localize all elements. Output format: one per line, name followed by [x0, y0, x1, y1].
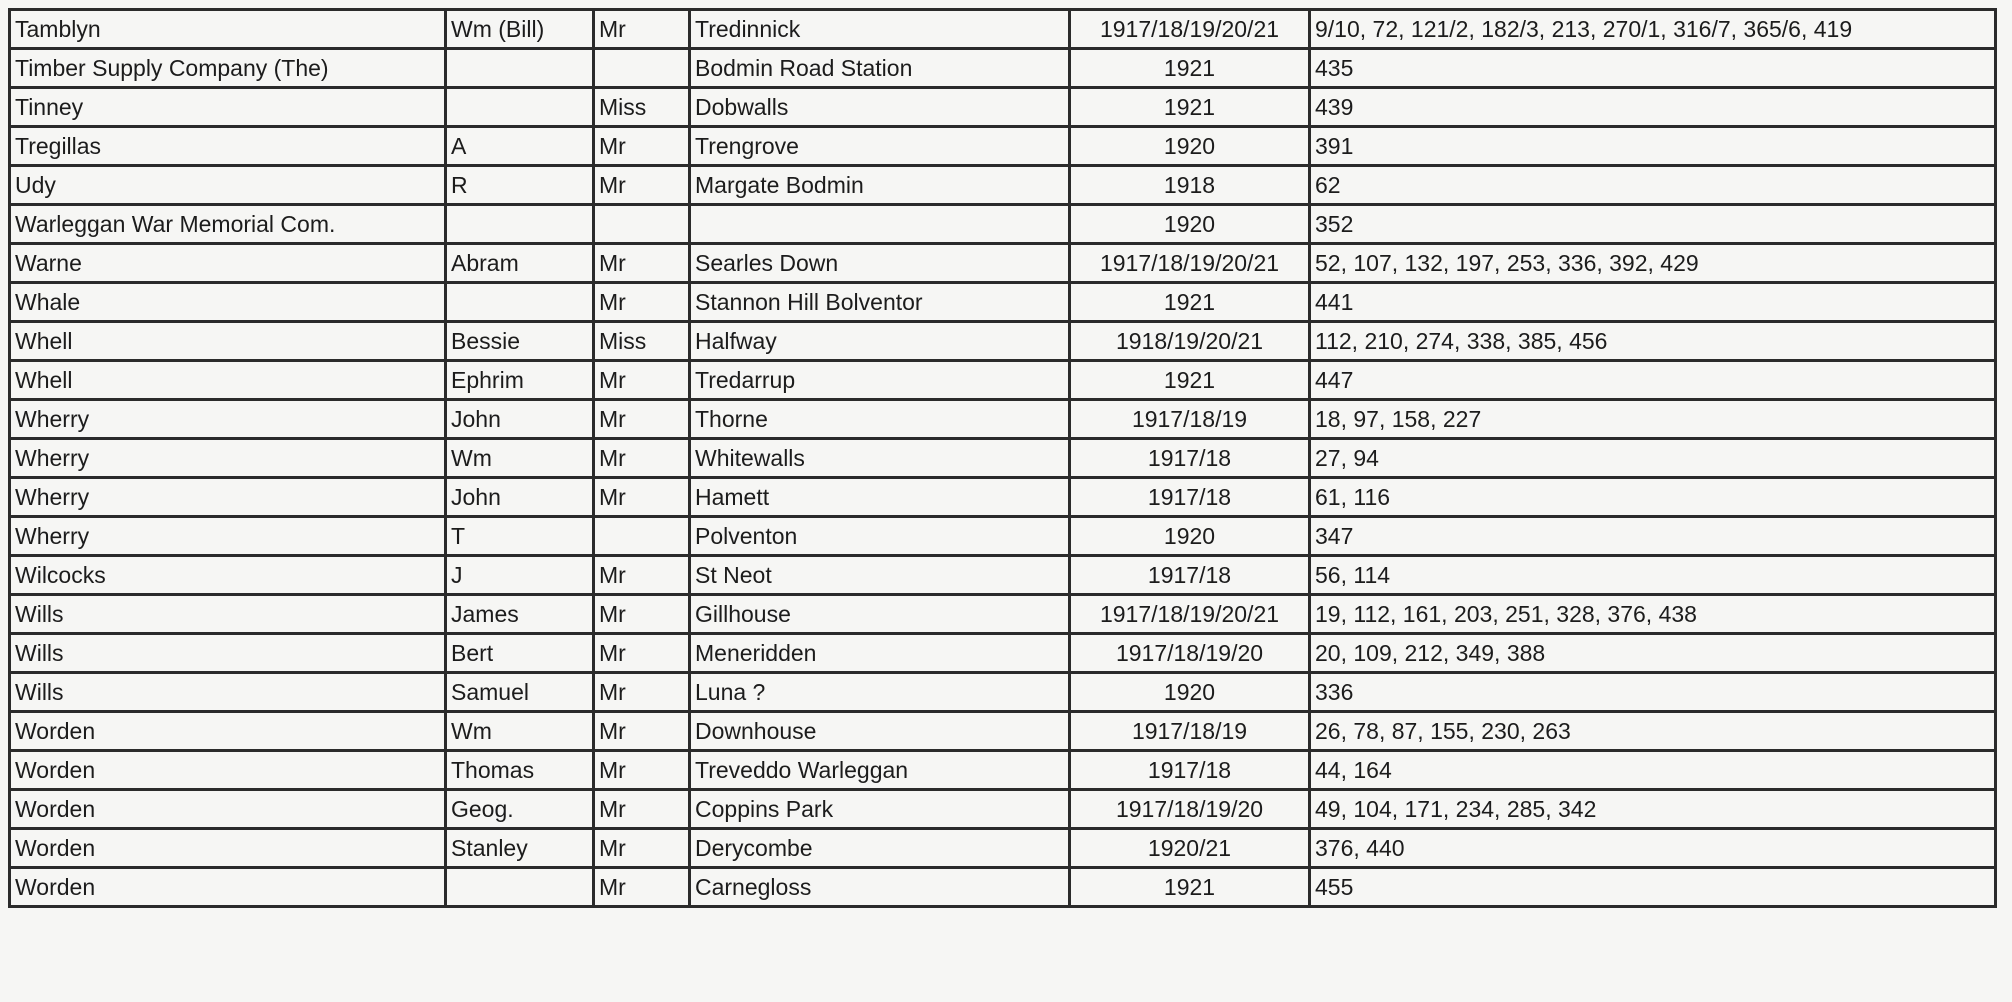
register-body	[10, 10, 1996, 907]
surname-cell: Worden	[10, 868, 446, 907]
surname-cell: Tamblyn	[10, 10, 446, 49]
table-row	[10, 244, 1996, 283]
address-cell: Whitewalls	[690, 439, 1070, 478]
title-cell	[594, 49, 690, 88]
pages-cell: 441	[1310, 283, 1996, 322]
surname-cell: Udy	[10, 166, 446, 205]
pages-cell: 439	[1310, 88, 1996, 127]
pages-cell: 347	[1310, 517, 1996, 556]
surname-cell: Wherry	[10, 400, 446, 439]
title-cell: Mr	[594, 673, 690, 712]
address-cell: Coppins Park	[690, 790, 1070, 829]
title-cell: Mr	[594, 439, 690, 478]
years-cell: 1917/18/19/20	[1070, 790, 1310, 829]
forename-cell: R	[446, 166, 594, 205]
years-cell: 1921	[1070, 49, 1310, 88]
surname-cell: Wherry	[10, 439, 446, 478]
forename-cell: Thomas	[446, 751, 594, 790]
address-cell: Trengrove	[690, 127, 1070, 166]
table-row	[10, 322, 1996, 361]
table-row	[10, 556, 1996, 595]
surname-cell: Warleggan War Memorial Com.	[10, 205, 446, 244]
forename-cell: Abram	[446, 244, 594, 283]
surname-cell: Tinney	[10, 88, 446, 127]
forename-cell	[446, 88, 594, 127]
title-cell	[594, 205, 690, 244]
address-cell: Bodmin Road Station	[690, 49, 1070, 88]
surname-cell: Worden	[10, 751, 446, 790]
table-row	[10, 790, 1996, 829]
title-cell: Mr	[594, 868, 690, 907]
table-row	[10, 205, 1996, 244]
years-cell: 1917/18	[1070, 751, 1310, 790]
title-cell: Miss	[594, 322, 690, 361]
forename-cell	[446, 283, 594, 322]
address-cell	[690, 205, 1070, 244]
register-table	[8, 8, 1997, 908]
forename-cell: Bert	[446, 634, 594, 673]
pages-cell: 435	[1310, 49, 1996, 88]
address-cell: Searles Down	[690, 244, 1070, 283]
table-row	[10, 751, 1996, 790]
surname-cell: Whale	[10, 283, 446, 322]
pages-cell: 20, 109, 212, 349, 388	[1310, 634, 1996, 673]
table-row	[10, 868, 1996, 907]
forename-cell: T	[446, 517, 594, 556]
pages-cell: 56, 114	[1310, 556, 1996, 595]
forename-cell: Samuel	[446, 673, 594, 712]
forename-cell: Bessie	[446, 322, 594, 361]
address-cell: Tredarrup	[690, 361, 1070, 400]
surname-cell: Tregillas	[10, 127, 446, 166]
title-cell: Mr	[594, 478, 690, 517]
title-cell: Mr	[594, 400, 690, 439]
forename-cell: John	[446, 478, 594, 517]
address-cell: Downhouse	[690, 712, 1070, 751]
pages-cell: 9/10, 72, 121/2, 182/3, 213, 270/1, 316/7, 365/6, 419	[1310, 10, 1996, 49]
title-cell: Mr	[594, 790, 690, 829]
table-row	[10, 127, 1996, 166]
title-cell: Mr	[594, 634, 690, 673]
years-cell: 1921	[1070, 283, 1310, 322]
table-row	[10, 10, 1996, 49]
pages-cell: 62	[1310, 166, 1996, 205]
pages-cell: 27, 94	[1310, 439, 1996, 478]
forename-cell: Wm	[446, 712, 594, 751]
pages-cell: 49, 104, 171, 234, 285, 342	[1310, 790, 1996, 829]
forename-cell	[446, 49, 594, 88]
table-row	[10, 634, 1996, 673]
years-cell: 1920	[1070, 673, 1310, 712]
title-cell: Mr	[594, 283, 690, 322]
years-cell: 1920	[1070, 517, 1310, 556]
table-row	[10, 673, 1996, 712]
years-cell: 1917/18	[1070, 478, 1310, 517]
title-cell: Mr	[594, 166, 690, 205]
pages-cell: 352	[1310, 205, 1996, 244]
title-cell: Miss	[594, 88, 690, 127]
address-cell: Polventon	[690, 517, 1070, 556]
address-cell: St Neot	[690, 556, 1070, 595]
address-cell: Gillhouse	[690, 595, 1070, 634]
years-cell: 1917/18/19/20/21	[1070, 595, 1310, 634]
address-cell: Carnegloss	[690, 868, 1070, 907]
title-cell: Mr	[594, 127, 690, 166]
forename-cell: Ephrim	[446, 361, 594, 400]
years-cell: 1917/18/19/20/21	[1070, 10, 1310, 49]
forename-cell	[446, 205, 594, 244]
forename-cell: A	[446, 127, 594, 166]
pages-cell: 391	[1310, 127, 1996, 166]
pages-cell: 61, 116	[1310, 478, 1996, 517]
surname-cell: Whell	[10, 361, 446, 400]
title-cell: Mr	[594, 829, 690, 868]
pages-cell: 19, 112, 161, 203, 251, 328, 376, 438	[1310, 595, 1996, 634]
title-cell: Mr	[594, 712, 690, 751]
forename-cell: Geog.	[446, 790, 594, 829]
surname-cell: Worden	[10, 829, 446, 868]
address-cell: Halfway	[690, 322, 1070, 361]
address-cell: Luna ?	[690, 673, 1070, 712]
address-cell: Derycombe	[690, 829, 1070, 868]
address-cell: Stannon Hill Bolventor	[690, 283, 1070, 322]
forename-cell: John	[446, 400, 594, 439]
title-cell: Mr	[594, 244, 690, 283]
years-cell: 1917/18	[1070, 556, 1310, 595]
years-cell: 1921	[1070, 88, 1310, 127]
pages-cell: 44, 164	[1310, 751, 1996, 790]
years-cell: 1918/19/20/21	[1070, 322, 1310, 361]
surname-cell: Whell	[10, 322, 446, 361]
years-cell: 1920	[1070, 127, 1310, 166]
address-cell: Dobwalls	[690, 88, 1070, 127]
forename-cell: Stanley	[446, 829, 594, 868]
years-cell: 1920	[1070, 205, 1310, 244]
address-cell: Margate Bodmin	[690, 166, 1070, 205]
surname-cell: Wills	[10, 595, 446, 634]
forename-cell: J	[446, 556, 594, 595]
surname-cell: Worden	[10, 790, 446, 829]
surname-cell: Warne	[10, 244, 446, 283]
forename-cell: Wm	[446, 439, 594, 478]
table-row	[10, 712, 1996, 751]
years-cell: 1918	[1070, 166, 1310, 205]
years-cell: 1917/18/19/20	[1070, 634, 1310, 673]
title-cell: Mr	[594, 10, 690, 49]
table-row	[10, 595, 1996, 634]
surname-cell: Wherry	[10, 478, 446, 517]
table-row	[10, 166, 1996, 205]
table-row	[10, 88, 1996, 127]
address-cell: Tredinnick	[690, 10, 1070, 49]
table-row	[10, 400, 1996, 439]
address-cell: Meneridden	[690, 634, 1070, 673]
title-cell: Mr	[594, 556, 690, 595]
surname-cell: Worden	[10, 712, 446, 751]
surname-cell: Timber Supply Company (The)	[10, 49, 446, 88]
surname-cell: Wherry	[10, 517, 446, 556]
pages-cell: 26, 78, 87, 155, 230, 263	[1310, 712, 1996, 751]
title-cell: Mr	[594, 361, 690, 400]
title-cell: Mr	[594, 595, 690, 634]
forename-cell: Wm (Bill)	[446, 10, 594, 49]
years-cell: 1917/18/19	[1070, 400, 1310, 439]
years-cell: 1917/18/19	[1070, 712, 1310, 751]
table-row	[10, 361, 1996, 400]
years-cell: 1921	[1070, 361, 1310, 400]
surname-cell: Wilcocks	[10, 556, 446, 595]
pages-cell: 52, 107, 132, 197, 253, 336, 392, 429	[1310, 244, 1996, 283]
pages-cell: 336	[1310, 673, 1996, 712]
forename-cell: James	[446, 595, 594, 634]
pages-cell: 447	[1310, 361, 1996, 400]
address-cell: Treveddo Warleggan	[690, 751, 1070, 790]
forename-cell	[446, 868, 594, 907]
years-cell: 1920/21	[1070, 829, 1310, 868]
address-cell: Thorne	[690, 400, 1070, 439]
table-row	[10, 829, 1996, 868]
pages-cell: 112, 210, 274, 338, 385, 456	[1310, 322, 1996, 361]
table-row	[10, 439, 1996, 478]
table-row	[10, 517, 1996, 556]
years-cell: 1917/18/19/20/21	[1070, 244, 1310, 283]
table-row	[10, 49, 1996, 88]
table-row	[10, 283, 1996, 322]
pages-cell: 18, 97, 158, 227	[1310, 400, 1996, 439]
pages-cell: 455	[1310, 868, 1996, 907]
address-cell: Hamett	[690, 478, 1070, 517]
title-cell: Mr	[594, 751, 690, 790]
pages-cell: 376, 440	[1310, 829, 1996, 868]
surname-cell: Wills	[10, 673, 446, 712]
surname-cell: Wills	[10, 634, 446, 673]
table-row	[10, 478, 1996, 517]
years-cell: 1917/18	[1070, 439, 1310, 478]
years-cell: 1921	[1070, 868, 1310, 907]
title-cell	[594, 517, 690, 556]
